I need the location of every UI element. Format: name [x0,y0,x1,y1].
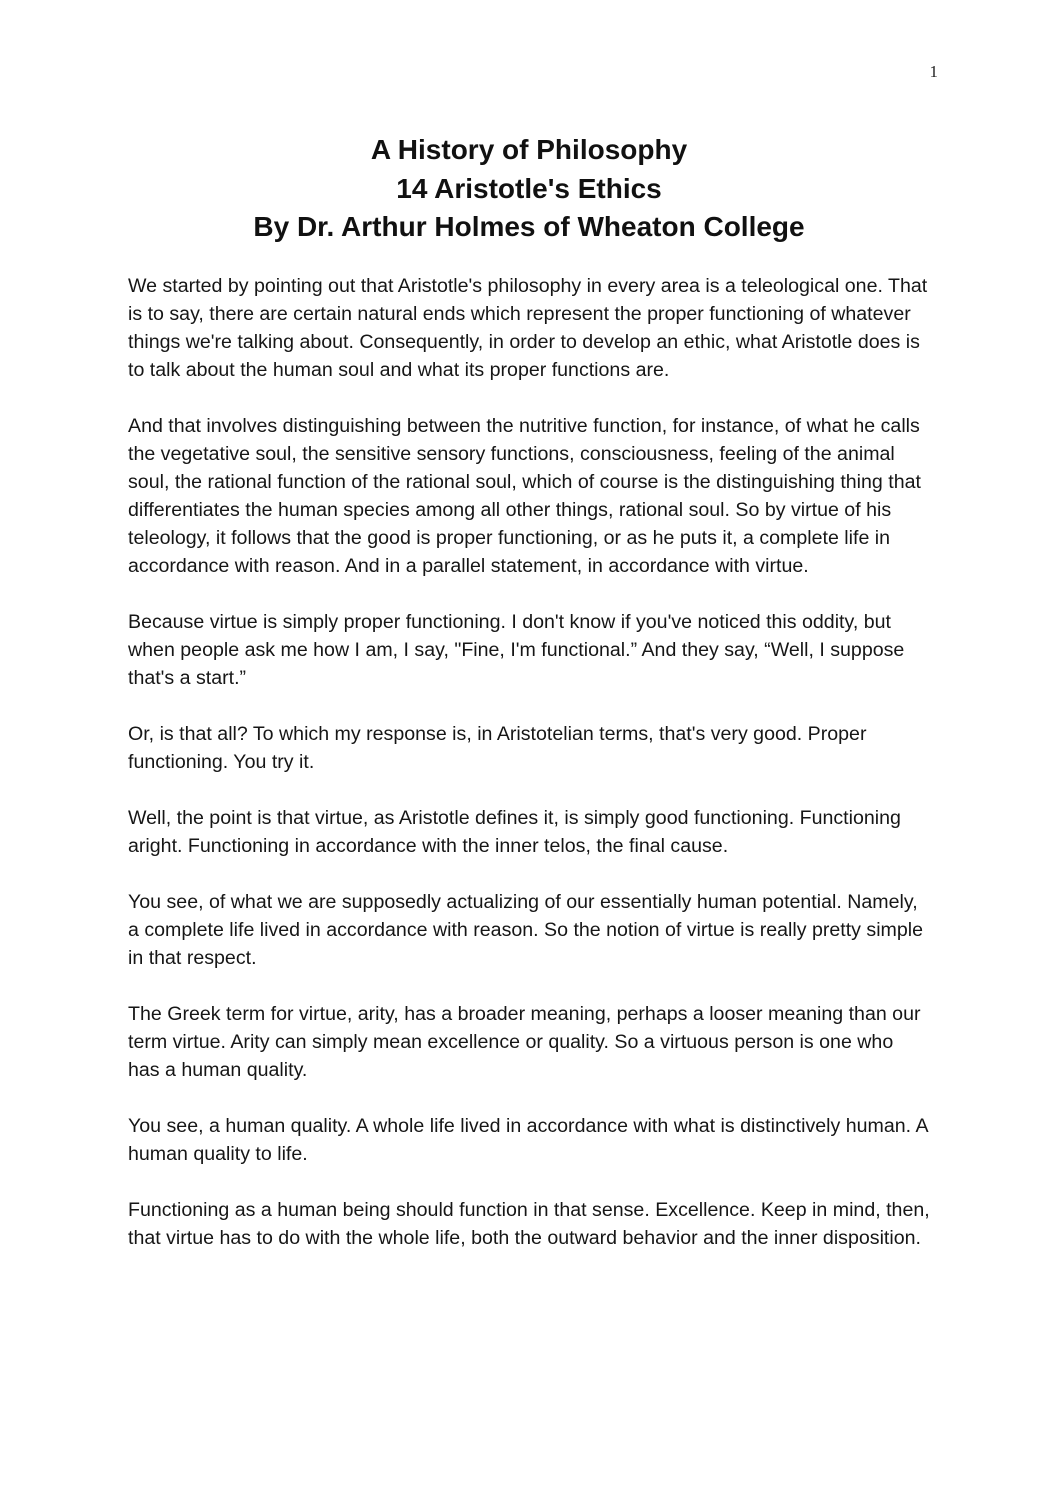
title-author: By Dr. Arthur Holmes of Wheaton College [253,211,805,242]
paragraph: Or, is that all? To which my response is, in Aristotelian terms, that's very good. Proper functioning. You try it. [128,723,867,773]
document-title [0,131,1058,247]
paragraph: The Greek term for virtue, arity, has a broader meaning, perhaps a looser meaning than our term virtue. Arity can simply mean excellence or quality. So a virtuous person is one who has a human quality. [128,1003,921,1081]
title-series: A History of Philosophy [370,134,688,165]
paragraph: Functioning as a human being should function in that sense. Excellence. Keep in mind, then, that virtue has to do with the whole life, both the outward behavior and the inner disposition. [128,1199,930,1249]
page-number: 1 [929,62,938,81]
paragraph: And that involves distinguishing between the nutritive function, for instance, of what he calls the vegetative soul, the sensitive sensory functions, consciousness, feeling of the animal soul, the rational function of the rational soul, which of course is the distinguishing thing that differentiates the human species among all other things, rational soul. So by virtue of his teleology, it follows that the good is proper functioning, or as he puts it, a complete life in accordance with reason. And in a parallel statement, in accordance with virtue. [128,415,921,577]
paragraph: You see, of what we are supposedly actualizing of our essentially human potential. Namely, a complete life lived in accordance with reason. So the notion of virtue is really pretty simple in that respect. [128,891,924,969]
paragraph: You see, a human quality. A whole life lived in accordance with what is distinctively human. A human quality to life. [128,1115,928,1165]
paragraph: Well, the point is that virtue, as Aristotle defines it, is simply good functioning. Functioning aright. Functioning in accordance with the inner telos, the final cause. [128,807,901,857]
paragraph: We started by pointing out that Aristotle's philosophy in every area is a teleological one. That is to say, there are certain natural ends which represent the proper functioning of whatever things we're talking about. Consequently, in order to develop an ethic, what Aristotle does is to talk about the human soul and what its proper functions are. [128,275,928,381]
document-body [128,272,930,1280]
title-lecture: 14 Aristotle's Ethics [396,172,662,204]
paragraph: Because virtue is simply proper functioning. I don't know if you've noticed this oddity, but when people ask me how I am, I say, "Fine, I'm functional.” And they say, “Well, I suppose that's a start.” [128,611,905,689]
